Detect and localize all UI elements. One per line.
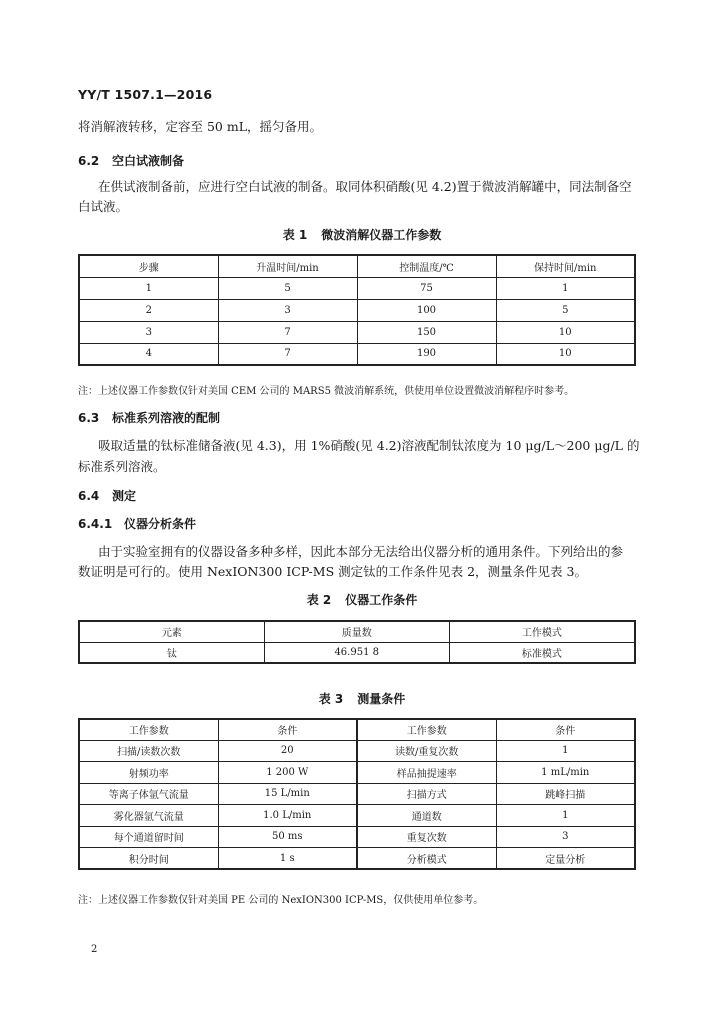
table-header-cell: 工作参数 [357, 719, 496, 740]
table-cell: 190 [357, 343, 496, 365]
table-header-row [79, 621, 635, 642]
table1 [78, 254, 636, 366]
table-cell: 5 [496, 299, 635, 321]
section-6-3-para-line1: 吸取适量的钛标准储备液(见 4.3)，用 1%硝酸(见 4.2)溶液配制钛浓度为 10 μg/L～200 μg/L 的 [98, 438, 640, 453]
page-number: 2 [91, 944, 98, 955]
table-cell: 钛 [79, 642, 264, 663]
table-cell: 通道数 [357, 805, 496, 827]
table-row [79, 762, 635, 784]
table-cell: 7 [218, 343, 357, 365]
section-6-2-para-line2: 白试液。 [78, 199, 129, 214]
table-header-cell: 元素 [79, 621, 264, 642]
table-cell: 3 [79, 321, 218, 343]
table-header-cell: 步骤 [79, 255, 218, 277]
table-row [79, 343, 635, 365]
section-6-2-para-line1: 在供试液制备前，应进行空白试液的制备。取同体积硝酸(见 4.2)置于微波消解罐中，同法制备空 [98, 179, 632, 194]
section-number: 6.4.1 [78, 517, 113, 531]
table-label: 表 1 [282, 228, 308, 242]
table-row [79, 805, 635, 827]
table-row [79, 642, 635, 663]
table-cell: 1 s [218, 848, 357, 870]
table-cell: 标准模式 [449, 642, 635, 663]
section-number: 6.3 [78, 411, 100, 425]
table-header-cell: 升温时间/min [218, 255, 357, 277]
section-number: 6.2 [78, 154, 100, 168]
table-cell: 10 [496, 321, 635, 343]
table-cell: 扫描/读数次数 [79, 740, 218, 762]
table-title: 微波消解仪器工作参数 [321, 228, 442, 242]
table-cell: 读数/重复次数 [357, 740, 496, 762]
table-cell: 75 [357, 277, 496, 299]
section-6-3-heading [78, 409, 220, 426]
table-cell: 7 [218, 321, 357, 343]
section-title: 标准系列溶液的配制 [112, 411, 221, 425]
table-cell: 每个通道留时间 [79, 826, 218, 848]
table-cell: 积分时间 [79, 848, 218, 870]
section-6-4-1-para-line2: 数证明是可行的。使用 NexION300 ICP-MS 测定钛的工作条件见表 2，测量条件见表 3。 [78, 564, 587, 579]
table-cell: 分析模式 [357, 848, 496, 870]
table-cell: 射频功率 [79, 762, 218, 784]
table-cell: 1 [496, 740, 635, 762]
table-header-cell: 控制温度/℃ [357, 255, 496, 277]
table-row [79, 277, 635, 299]
table-title: 测量条件 [357, 692, 406, 706]
table-cell: 46.951 8 [264, 642, 449, 663]
table-label: 表 3 [318, 692, 344, 706]
table-title: 仪器工作条件 [345, 593, 418, 607]
table-header-cell: 条件 [496, 719, 635, 740]
table-cell: 20 [218, 740, 357, 762]
table-row [79, 321, 635, 343]
section-6-4-1-para-line1: 由于实验室拥有的仪器设备多种多样，因此本部分无法给出仪器分析的通用条件。下列给出的参 [98, 544, 624, 559]
table-cell: 15 L/min [218, 783, 357, 805]
table-cell: 1 [496, 277, 635, 299]
standard-number-header: YY/T 1507.1—2016 [78, 87, 213, 102]
table-cell: 5 [218, 277, 357, 299]
table-cell: 4 [79, 343, 218, 365]
table-cell: 2 [79, 299, 218, 321]
section-title: 空白试液制备 [112, 154, 185, 168]
table-row [79, 848, 635, 870]
table-header-cell: 保持时间/min [496, 255, 635, 277]
table-cell: 10 [496, 343, 635, 365]
section-6-3-para-line2: 标准系列溶液。 [78, 459, 166, 474]
table1-caption [0, 226, 724, 243]
table-cell: 100 [357, 299, 496, 321]
table-row [79, 740, 635, 762]
table-cell: 3 [218, 299, 357, 321]
table-cell: 3 [496, 826, 635, 848]
table-cell: 定量分析 [496, 848, 635, 870]
table-cell: 1 200 W [218, 762, 357, 784]
table-cell: 150 [357, 321, 496, 343]
table-cell: 等离子体氩气流量 [79, 783, 218, 805]
table-cell: 雾化器氩气流量 [79, 805, 218, 827]
table2-caption [0, 591, 724, 608]
section-number: 6.4 [78, 489, 100, 503]
table-label: 表 2 [306, 593, 332, 607]
table-row [79, 826, 635, 848]
table-row [79, 299, 635, 321]
table-header-cell: 质量数 [264, 621, 449, 642]
table-header-row [79, 719, 635, 740]
table-cell: 跳峰扫描 [496, 783, 635, 805]
table-row [79, 783, 635, 805]
table3-caption [0, 690, 724, 707]
table-header-row [79, 255, 635, 277]
table-cell: 1 mL/min [496, 762, 635, 784]
section-6-2-heading [78, 152, 184, 169]
intro-paragraph: 将消解液转移，定容至 50 mL，摇匀备用。 [78, 119, 323, 134]
table-cell: 扫描方式 [357, 783, 496, 805]
table3 [78, 718, 636, 870]
section-6-4-1-heading [78, 515, 196, 532]
table-header-cell: 工作模式 [449, 621, 635, 642]
table-header-cell: 工作参数 [79, 719, 218, 740]
table1-note: 注：上述仪器工作参数仅针对美国 CEM 公司的 MARS5 微波消解系统，供使用单位设置微波消解程序时参考。 [78, 386, 575, 397]
table3-note: 注：上述仪器工作参数仅针对美国 PE 公司的 NexION300 ICP-MS，仅供使用单位参考。 [78, 895, 484, 906]
section-6-4-heading [78, 487, 136, 504]
table-cell: 重复次数 [357, 826, 496, 848]
table-cell: 样品抽提速率 [357, 762, 496, 784]
table-header-cell: 条件 [218, 719, 357, 740]
table-cell: 1 [496, 805, 635, 827]
table-cell: 1 [79, 277, 218, 299]
section-title: 测定 [112, 489, 137, 503]
table2 [78, 620, 636, 664]
table-cell: 50 ms [218, 826, 357, 848]
table-cell: 1.0 L/min [218, 805, 357, 827]
section-title: 仪器分析条件 [124, 517, 197, 531]
